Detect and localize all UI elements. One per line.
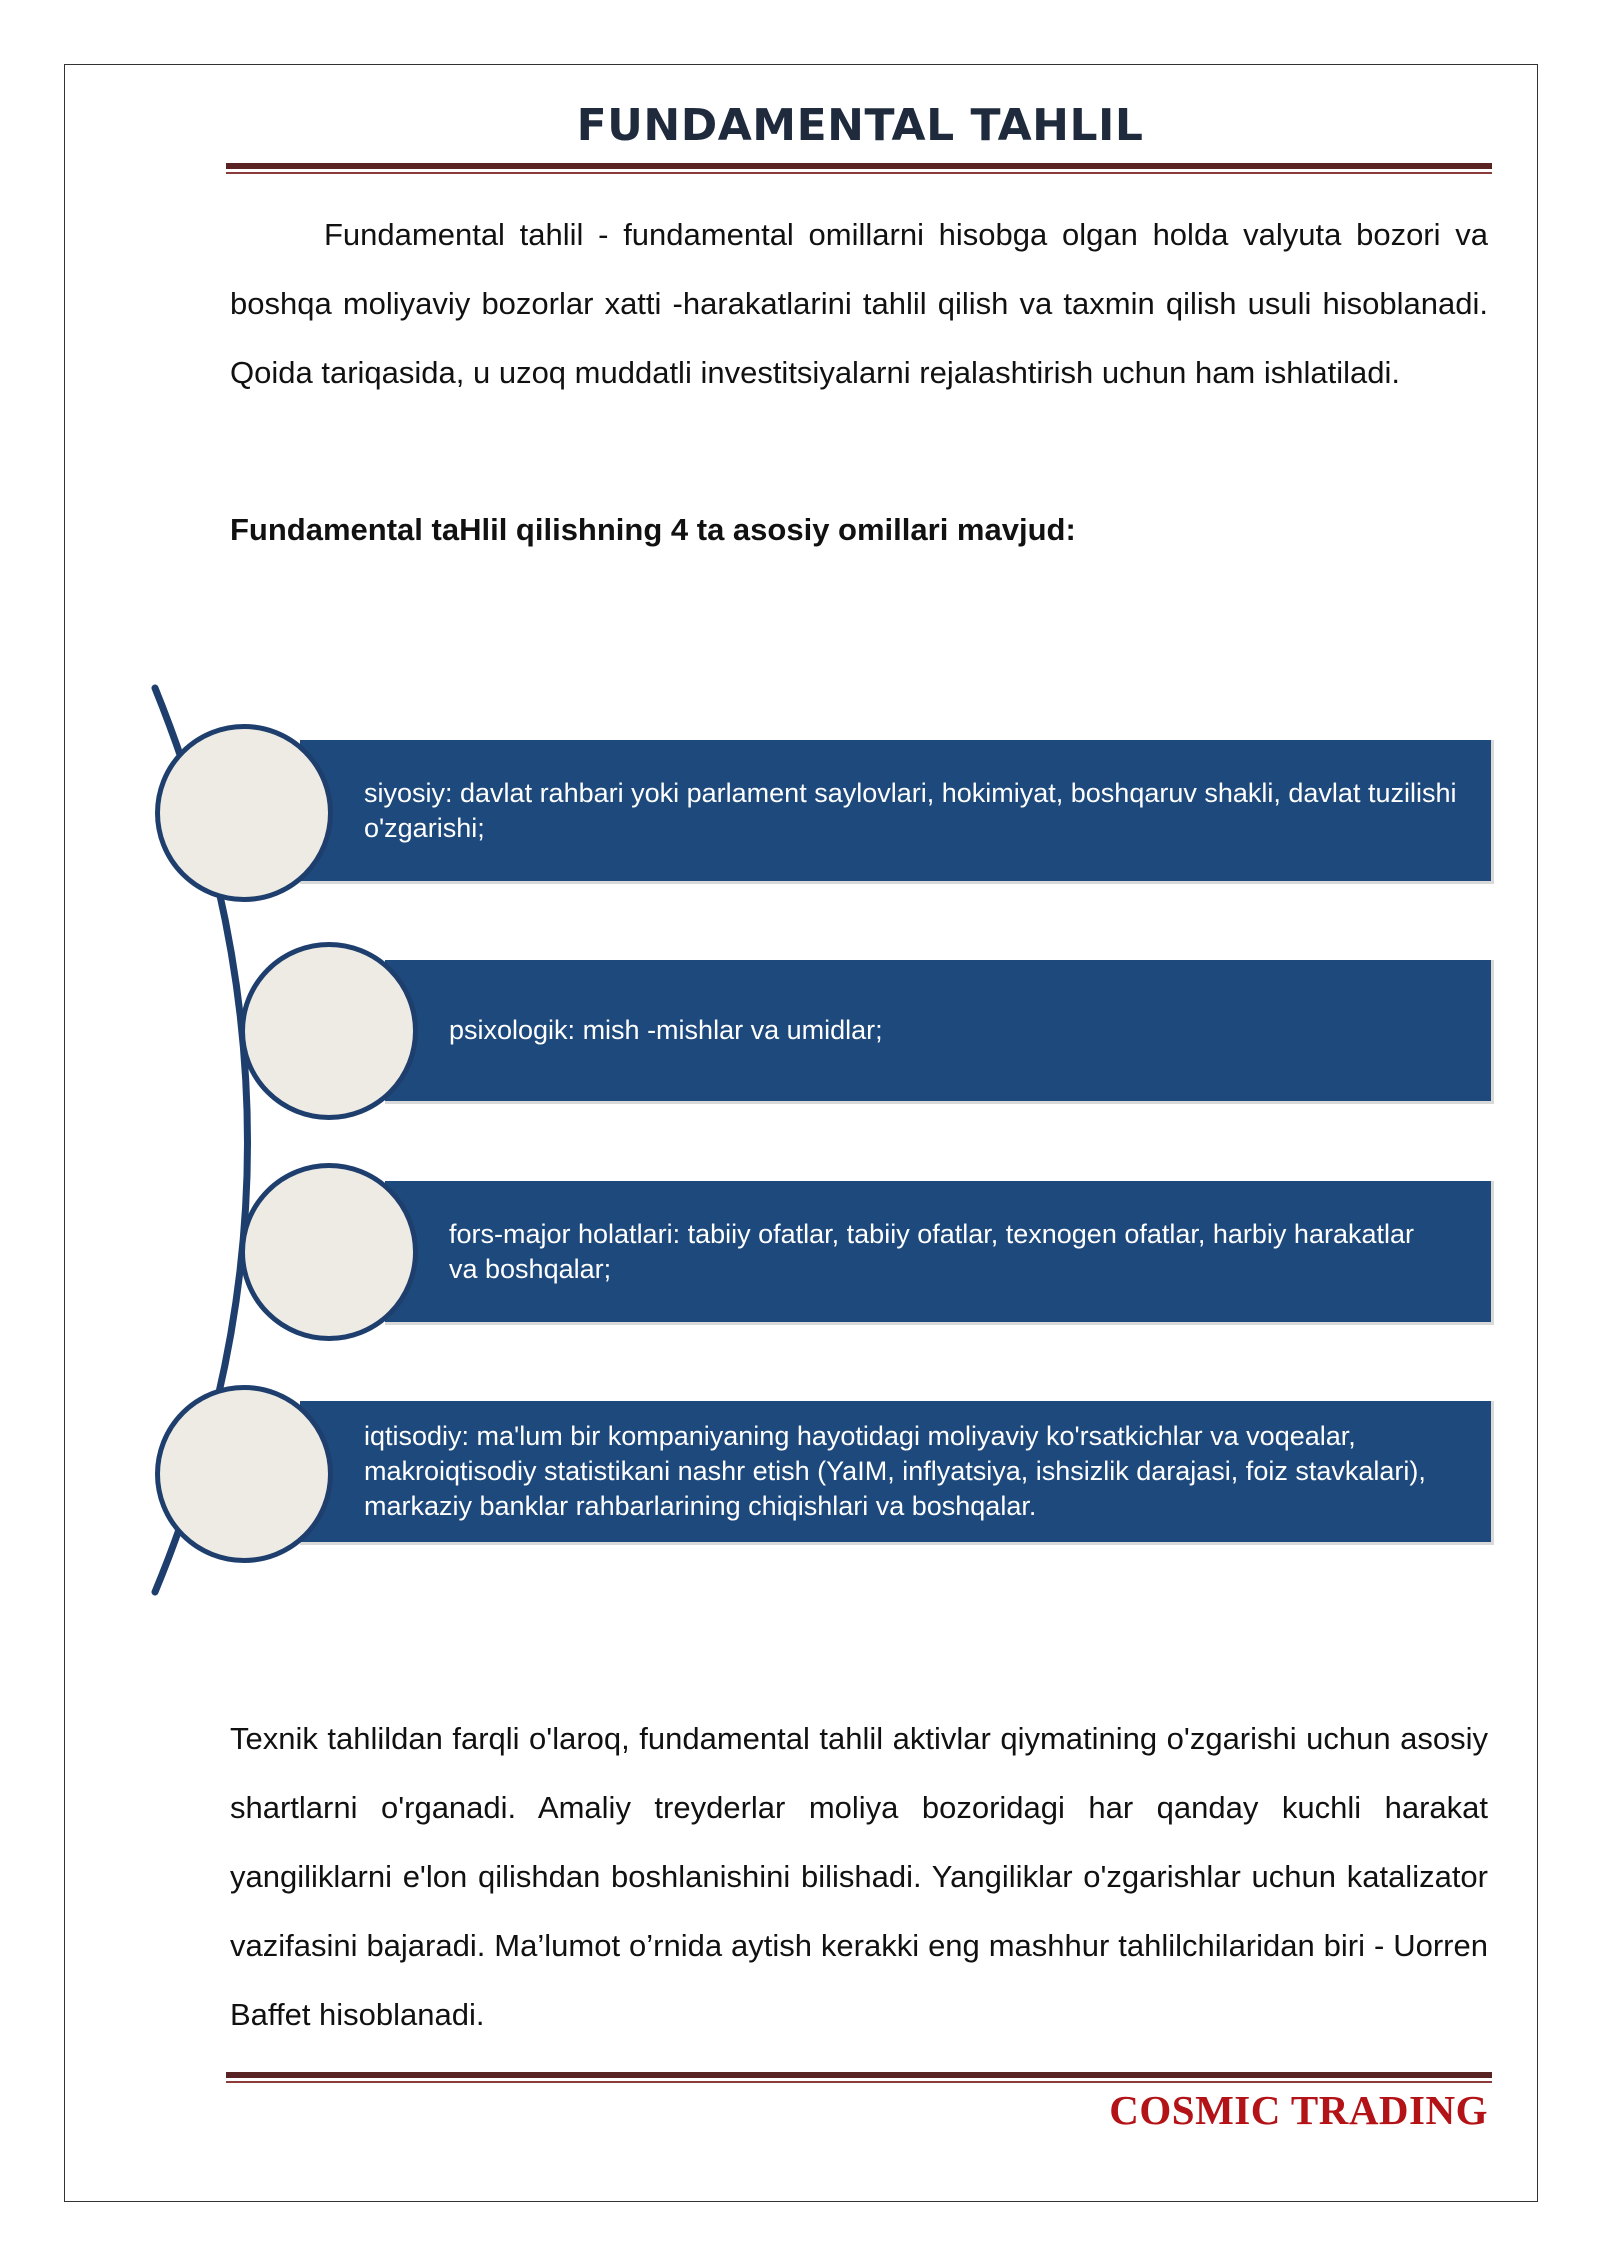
factor-circle-psychological: [240, 942, 418, 1120]
conclusion-paragraph: Texnik tahlildan farqli o'laroq, fundamental tahlil aktivlar qiymatining o'zgarishi uchun asosiy shartlarni o'rganadi. Amaliy treyderlar moliya bozoridagi har qanday kuchli harakat yangiliklarni e'lon qilishdan boshlanishini bilishadi. Yangiliklar o'zgarishlar uchun katalizator vazifasini bajaradi. Ma’lumot o’rnida aytish kerakki eng mashhur tahlilchilaridan biri - Uorren Baffet hisoblanadi.: [230, 1721, 1488, 2032]
footer-brand: COSMIC TRADING: [1109, 2087, 1488, 2133]
intro-paragraph: Fundamental tahlil - fundamental omillarni hisobga olgan holda valyuta bozori va boshqa moliyaviy bozorlar xatti -harakatlarini tahlil qilish va taxmin qilish usuli hisoblanadi. Qoida tariqasida, u uzoq muddatli investitsiyalarni rejalashtirish uchun ham ishlatiladi.: [230, 217, 1488, 390]
factor-text-political: siyosiy: davlat rahbari yoki parlament saylovlari, hokimiyat, boshqaruv shakli, davlat tuzilishi o'zgarishi;: [364, 777, 1457, 843]
factor-item-political: [300, 740, 1494, 884]
factor-text-force-majeure: fors-major holatlari: tabiiy ofatlar, tabiiy ofatlar, texnogen ofatlar, harbiy harakatlar va boshqalar;: [449, 1218, 1414, 1284]
factor-item-economic: [300, 1401, 1494, 1545]
footer-divider: [226, 2072, 1492, 2083]
page-title: FUNDAMENTAL TAHLIL: [576, 100, 1144, 151]
title-divider: [226, 163, 1492, 174]
factor-item-force-majeure: [385, 1181, 1494, 1325]
factor-circle-force-majeure: [240, 1163, 418, 1341]
factor-item-psychological: [385, 960, 1494, 1104]
factor-text-economic: iqtisodiy: ma'lum bir kompaniyaning hayotidagi moliyaviy ko'rsatkichlar va voqealar, makroiqtisodiy statistikani nashr etish (YaIM, inflyatsiya, ishsizlik darajasi, foiz stavkalari), markaziy banklar rahbarlarining chiqishlari va boshqalar.: [364, 1421, 1426, 1521]
factor-circle-political: [155, 724, 333, 902]
factors-heading: Fundamental taHlil qilishning 4 ta asosiy omillari mavjud:: [230, 512, 1076, 547]
factor-circle-economic: [155, 1385, 333, 1563]
factor-text-psychological: psixologik: mish -mishlar va umidlar;: [449, 1015, 883, 1045]
